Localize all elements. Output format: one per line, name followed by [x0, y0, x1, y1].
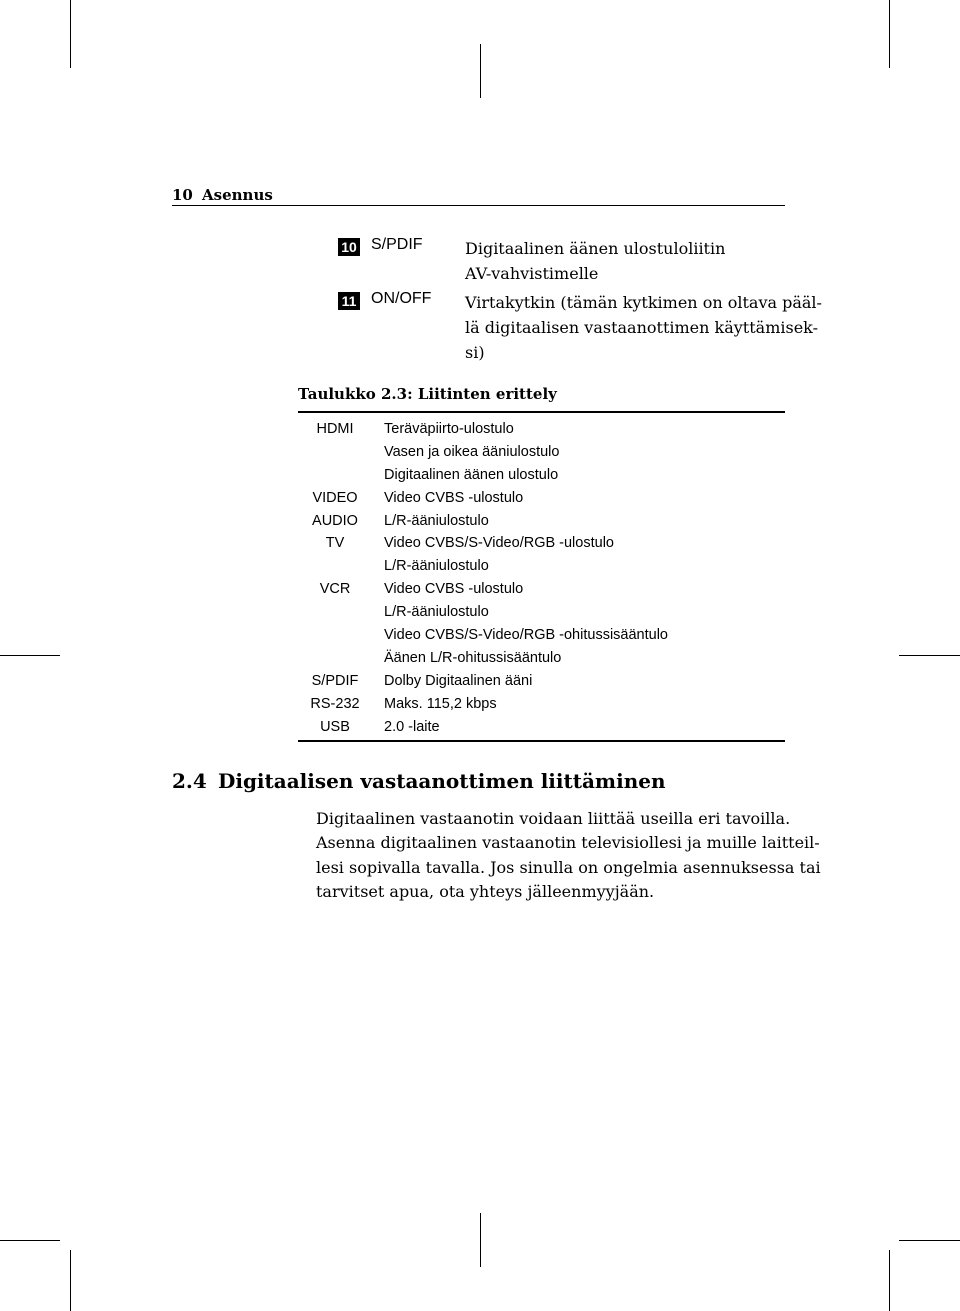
paragraph-line: Digitaalinen vastaanotin voidaan liittää useilla eri tavoilla.	[316, 809, 791, 828]
paragraph-line: lesi sopivalla tavalla. Jos sinulla on ongelmia asennuksessa tai	[316, 857, 821, 877]
crop-mark-bottom-left-horizontal	[0, 1240, 60, 1241]
table-top-rule	[298, 411, 785, 413]
table-cell-connector: HDMI	[316, 421, 354, 437]
table-cell-description: Video CVBS -ulostulo	[384, 581, 524, 598]
table-cell-description: Video CVBS/S-Video/RGB -ohitussisääntulo	[384, 627, 668, 644]
legend-description	[465, 236, 800, 286]
table-cell-connector: S/PDIF	[311, 672, 359, 689]
table-row	[298, 464, 785, 487]
table-row	[298, 693, 785, 716]
table-cell-description: 2.0 -laite	[384, 718, 440, 735]
table-row	[298, 532, 785, 555]
table-row	[298, 578, 785, 601]
legend-connector-name: S/PDIF	[371, 236, 423, 253]
table-cell-description: Video CVBS/S-Video/RGB -ulostulo	[384, 535, 614, 552]
paragraph-line: Asenna digitaalinen vastaanotin televisiollesi ja muille laitteil-	[316, 833, 820, 853]
table-cell-connector: USB	[320, 718, 350, 735]
page-number: 10	[172, 186, 193, 204]
table-cell-connector: VIDEO	[312, 489, 358, 506]
table-row	[298, 647, 785, 670]
description-line: AV-vahvistimelle	[465, 264, 599, 283]
table-cell-description: Dolby Digitaalinen ääni	[384, 672, 533, 689]
header-rule	[172, 205, 785, 206]
description-line: Virtakytkin (tämän kytkimen on oltava pääl-	[465, 293, 822, 312]
table-bottom-rule	[298, 740, 785, 742]
description-line: Digitaalinen äänen ulostuloliitin	[465, 239, 726, 258]
paragraph-line: tarvitset apua, ota yhteys jälleenmyyjään.	[316, 881, 655, 901]
description-line: lä digitaalisen vastaanottimen käyttämisek-	[465, 318, 818, 337]
table-cell-connector: AUDIO	[312, 512, 358, 529]
legend-description	[465, 290, 822, 365]
table-row	[298, 624, 785, 647]
table-row	[298, 555, 785, 578]
table-row	[298, 510, 785, 533]
table-cell-description: L/R-ääniulostulo	[384, 512, 489, 529]
table-row	[298, 487, 785, 510]
crop-mark-middle-left	[0, 655, 60, 656]
table-cell-description: Digitaalinen äänen ulostulo	[384, 466, 559, 483]
table-row	[298, 441, 785, 464]
table-cell-description: Video CVBS -ulostulo	[384, 489, 524, 506]
crop-mark-top-center	[480, 44, 481, 98]
description-line: si)	[465, 343, 485, 362]
section-heading	[172, 769, 666, 793]
table-cell-connector: VCR	[319, 581, 351, 598]
table-caption: Taulukko 2.3: Liitinten erittely	[298, 385, 557, 403]
callout-badge: 11	[338, 292, 360, 310]
crop-mark-top-right	[889, 0, 890, 68]
crop-mark-bottom-right	[889, 1250, 890, 1311]
body-paragraph	[316, 807, 821, 904]
section-number: 2.4	[172, 769, 207, 793]
section-title: Digitaalisen vastaanottimen liittäminen	[218, 769, 666, 793]
table-row	[298, 670, 785, 693]
table-cell-description: Teräväpiirto-ulostulo	[384, 421, 514, 437]
table-cell-description: Maks. 115,2 kbps	[384, 695, 497, 712]
table-cell-description: L/R-ääniulostulo	[384, 558, 489, 575]
table-cell-description: Äänen L/R-ohitussisääntulo	[384, 649, 562, 666]
table-cell-description: Vasen ja oikea ääniulostulo	[384, 443, 560, 460]
callout-badge: 10	[338, 238, 360, 256]
crop-mark-middle-right	[899, 655, 960, 656]
crop-mark-top-left	[70, 0, 71, 68]
table-cell-connector: TV	[325, 535, 345, 552]
crop-mark-bottom-right-horizontal	[899, 1240, 960, 1241]
table-row	[298, 418, 785, 441]
legend-connector-name: ON/OFF	[371, 290, 432, 307]
chapter-title: Asennus	[202, 186, 273, 204]
running-header	[172, 186, 273, 204]
crop-mark-bottom-left	[70, 1250, 71, 1311]
connector-table	[298, 418, 785, 738]
table-cell-connector: RS-232	[310, 695, 360, 712]
crop-mark-bottom-center	[480, 1213, 481, 1267]
table-row	[298, 601, 785, 624]
table-cell-description: L/R-ääniulostulo	[384, 604, 489, 621]
table-row	[298, 716, 785, 739]
